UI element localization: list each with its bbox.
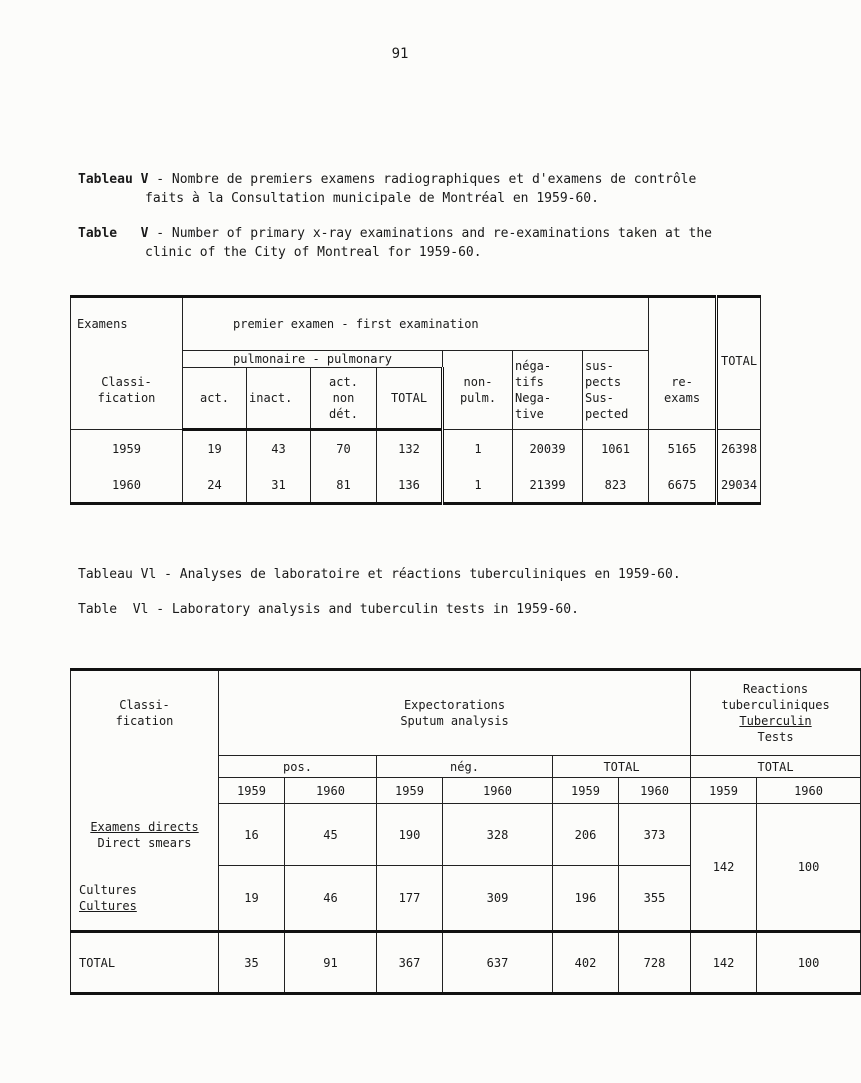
cell-act-non-det: 70 bbox=[311, 430, 377, 468]
header-act-non-det: act. non dét. bbox=[311, 368, 377, 430]
header-year: 1960 bbox=[285, 778, 377, 804]
header-year: 1959 bbox=[691, 778, 757, 804]
header-year: 1959 bbox=[219, 778, 285, 804]
caption-text: - Nombre de premiers examens radiographiques et d'examens de contrôle bbox=[156, 172, 697, 187]
cell-pos-1960: 46 bbox=[285, 866, 377, 932]
table6-caption-en: Table Vl - Laboratory analysis and tuberculin tests in 1959-60. bbox=[78, 602, 579, 617]
caption-label: Table V bbox=[78, 226, 149, 241]
header-reactions: Reactions tuberculiniques Tuberculin Tests bbox=[691, 670, 861, 756]
table-5 bbox=[70, 295, 761, 505]
cell-tot-1960: 728 bbox=[619, 932, 691, 994]
row-label: Examens directs Direct smears bbox=[71, 804, 219, 866]
cell-tot-1960: 373 bbox=[619, 804, 691, 866]
cell-pos-1960: 91 bbox=[285, 932, 377, 994]
header-expectorations: Expectorations Sputum analysis bbox=[219, 670, 691, 756]
table-6 bbox=[70, 668, 861, 995]
cell-act: 19 bbox=[183, 430, 247, 468]
header-grand-total: TOTAL bbox=[717, 351, 761, 430]
cell-year: 1960 bbox=[71, 468, 183, 504]
cell-neg-1960: 309 bbox=[443, 866, 553, 932]
cell-neg-1960: 328 bbox=[443, 804, 553, 866]
cell-tb-1960: 100 bbox=[757, 932, 861, 994]
page-number: 91 bbox=[391, 46, 409, 62]
cell-total: 136 bbox=[377, 468, 443, 504]
table-row bbox=[71, 430, 761, 468]
cell-suspected: 1061 bbox=[583, 430, 649, 468]
cell-total: 132 bbox=[377, 430, 443, 468]
cell-non-pulm: 1 bbox=[443, 468, 513, 504]
cell-pos-1960: 45 bbox=[285, 804, 377, 866]
header-pos: pos. bbox=[219, 756, 377, 778]
header-year: 1959 bbox=[553, 778, 619, 804]
header-year: 1960 bbox=[619, 778, 691, 804]
caption-label: Tableau V bbox=[78, 172, 149, 187]
cell-act-non-det: 81 bbox=[311, 468, 377, 504]
cell-grand-total: 26398 bbox=[717, 430, 761, 468]
header-year: 1960 bbox=[443, 778, 553, 804]
header-examens: Examens bbox=[71, 297, 183, 351]
cell-grand-total: 29034 bbox=[717, 468, 761, 504]
caption-text: - Number of primary x-ray examinations and re-examinations taken at the bbox=[156, 226, 712, 241]
cell-negative: 20039 bbox=[513, 430, 583, 468]
table5-caption-fr bbox=[78, 170, 696, 208]
cell-neg-1959: 367 bbox=[377, 932, 443, 994]
cell-inact: 31 bbox=[247, 468, 311, 504]
caption-text: clinic of the City of Montreal for 1959-60. bbox=[145, 245, 482, 260]
table5-caption-en bbox=[78, 224, 712, 262]
header-blank bbox=[71, 756, 219, 778]
header-inact: inact. bbox=[247, 368, 311, 430]
cell-neg-1959: 177 bbox=[377, 866, 443, 932]
cell-neg-1960: 637 bbox=[443, 932, 553, 994]
cell-neg-1959: 190 bbox=[377, 804, 443, 866]
table-row bbox=[71, 468, 761, 504]
cell-pos-1959: 35 bbox=[219, 932, 285, 994]
row-label: TOTAL bbox=[71, 932, 219, 994]
cell-re-exams: 6675 bbox=[649, 468, 717, 504]
cell-pos-1959: 16 bbox=[219, 804, 285, 866]
header-classification: Classi- fication bbox=[71, 351, 183, 430]
caption-text: faits à la Consultation municipale de Montréal en 1959-60. bbox=[145, 191, 599, 206]
cell-negative: 21399 bbox=[513, 468, 583, 504]
header-suspected: sus- pects Sus- pected bbox=[583, 351, 649, 430]
cell-tot-1959: 402 bbox=[553, 932, 619, 994]
header-spacer bbox=[717, 297, 761, 351]
header-total-tb: TOTAL bbox=[691, 756, 861, 778]
cell-non-pulm: 1 bbox=[443, 430, 513, 468]
cell-year: 1959 bbox=[71, 430, 183, 468]
header-non-pulm: non- pulm. bbox=[443, 351, 513, 430]
table-row-total bbox=[71, 932, 861, 994]
header-sputum: Sputum analysis bbox=[400, 714, 509, 728]
header-classification: Classi- fication bbox=[71, 670, 219, 756]
header-act: act. bbox=[183, 368, 247, 430]
table-row bbox=[71, 804, 861, 866]
cell-suspected: 823 bbox=[583, 468, 649, 504]
cell-tot-1960: 355 bbox=[619, 866, 691, 932]
cell-tot-1959: 196 bbox=[553, 866, 619, 932]
header-first-exam: premier examen - first examination bbox=[183, 297, 649, 351]
cell-tb-1960: 100 bbox=[757, 804, 861, 932]
header-negative: néga- tifs Nega- tive bbox=[513, 351, 583, 430]
header-total: TOTAL bbox=[377, 368, 443, 430]
cell-inact: 43 bbox=[247, 430, 311, 468]
header-pulmonary: pulmonaire - pulmonary bbox=[183, 351, 443, 368]
header-re-exams: re- exams bbox=[649, 351, 717, 430]
header-year: 1960 bbox=[757, 778, 861, 804]
cell-tb-1959: 142 bbox=[691, 804, 757, 932]
cell-pos-1959: 19 bbox=[219, 866, 285, 932]
header-blank bbox=[71, 778, 219, 804]
header-spacer bbox=[649, 297, 717, 351]
header-year: 1959 bbox=[377, 778, 443, 804]
table6-caption-fr: Tableau Vl - Analyses de laboratoire et réactions tuberculiniques en 1959-60. bbox=[78, 567, 681, 582]
cell-act: 24 bbox=[183, 468, 247, 504]
cell-re-exams: 5165 bbox=[649, 430, 717, 468]
row-label: Cultures Cultures bbox=[71, 866, 219, 932]
cell-tb-1959: 142 bbox=[691, 932, 757, 994]
cell-tot-1959: 206 bbox=[553, 804, 619, 866]
header-neg: nég. bbox=[377, 756, 553, 778]
header-total: TOTAL bbox=[553, 756, 691, 778]
